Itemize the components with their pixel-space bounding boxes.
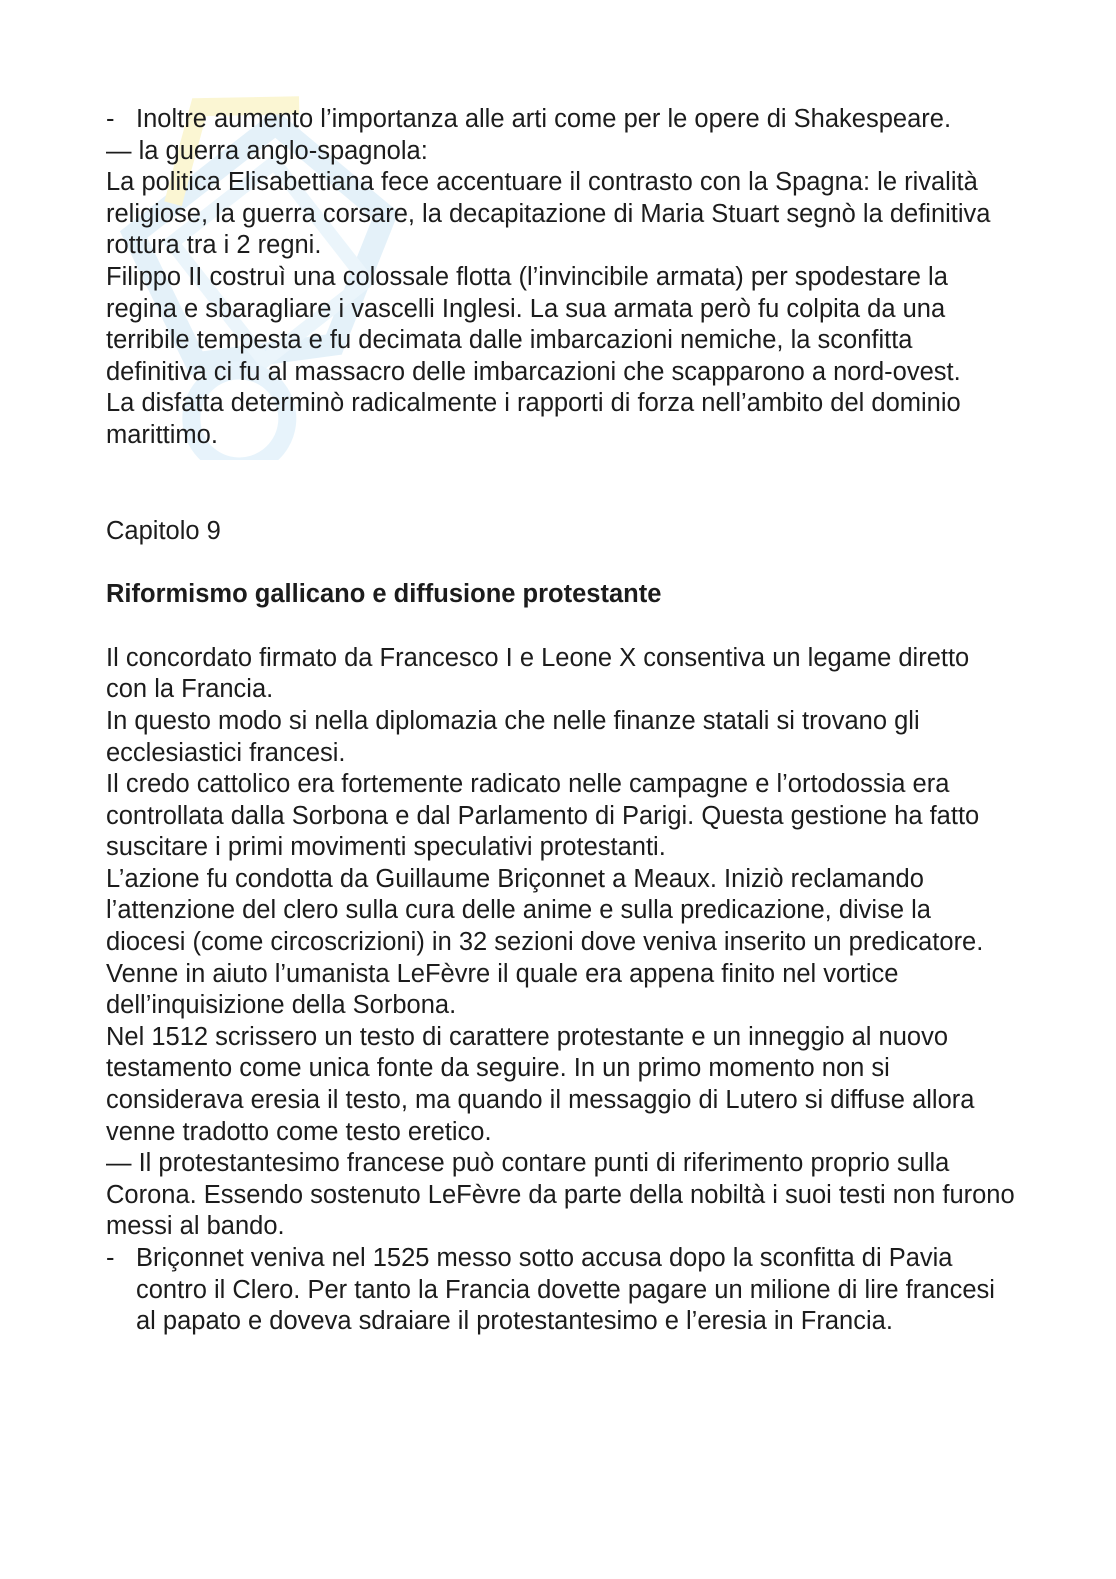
bullet-mark: - — [106, 105, 115, 133]
dash-line: — la guerra anglo-spagnola: — [106, 136, 428, 165]
paragraph: L’azione fu condotta da Guillaume Briçonnet a Meaux. Iniziò reclamando l’attenzione del clero sulla cura delle anime e sulla predicazione, divise la diocesi (come circoscrizioni) in 32 sezioni dove veniva inserito un predicatore. Venne in aiuto l’umanista LeFèvre il quale era appena finito nel vortice dell’inquisizione della Sorbona. — [106, 864, 984, 1020]
paragraph: In questo modo si nella diplomazia che nelle finanze statali si trovano gli ecclesiastici francesi. — [106, 706, 920, 767]
paragraph: Filippo II costruì una colossale flotta (l’invincibile armata) per spodestare la regina e sbaragliare i vascelli Inglesi. La sua armata però fu colpita da una terribile tempesta e fu decimata dalle imbarcazioni nemiche, la sconfitta definitiva ci fu al massacro delle imbarcazioni che scapparono a nord-ovest. — [106, 262, 961, 386]
bullet-text: Briçonnet veniva nel 1525 messo sotto accusa dopo la sconfitta di Pavia contro il Clero. Per tanto la Francia dovette pagare un milione di lire francesi al papato e doveva sdraiare il protestantesimo e l’eresia in Francia. — [136, 1244, 995, 1336]
bullet-mark: - — [106, 1244, 115, 1272]
section-heading: Riformismo gallicano e diffusione protestante — [106, 580, 662, 609]
document-page — [106, 104, 1016, 1338]
list-item — [106, 104, 1016, 136]
list-item — [106, 1243, 1016, 1338]
paragraph: Il credo cattolico era fortemente radicato nelle campagne e l’ortodossia era controllata dalla Sorbona e dal Parlamento di Parigi. Questa gestione ha fatto suscitare i primi movimenti speculativi protestanti. — [106, 770, 980, 862]
paragraph: Nel 1512 scrissero un testo di carattere protestante e un inneggio al nuovo testamento come unica fonte da seguire. In un primo momento non si considerava eresia il testo, ma quando il messaggio di Lutero si diffuse allora venne tradotto come testo eretico. — [106, 1022, 975, 1146]
paragraph: La politica Elisabettiana fece accentuare il contrasto con la Spagna: le rivalità religiose, la guerra corsare, la decapitazione di Maria Stuart segnò la definitiva rottura tra i 2 regni. — [106, 168, 991, 260]
paragraph: La disfatta determinò radicalmente i rapporti di forza nell’ambito del dominio marittimo. — [106, 389, 961, 449]
bullet-text: Inoltre aumento l’importanza alle arti come per le opere di Shakespeare. — [136, 105, 952, 133]
paragraph: — Il protestantesimo francese può contare punti di riferimento proprio sulla Corona. Essendo sostenuto LeFèvre da parte della nobiltà i suoi testi non furono messi al bando. — [106, 1149, 1015, 1241]
paragraph: Il concordato firmato da Francesco I e Leone X consentiva un legame diretto con la Francia. — [106, 643, 970, 704]
chapter-label: Capitolo 9 — [106, 516, 221, 545]
